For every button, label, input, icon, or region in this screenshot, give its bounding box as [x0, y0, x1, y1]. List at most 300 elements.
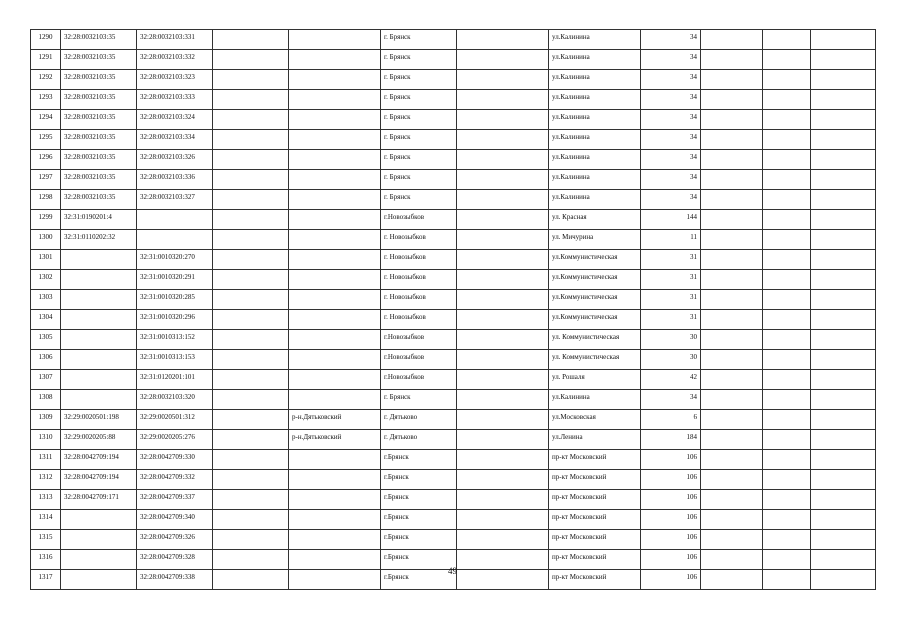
empty-cell	[457, 230, 549, 250]
empty-cell	[213, 430, 289, 450]
empty-cell	[457, 450, 549, 470]
house-number-cell: 34	[641, 110, 701, 130]
empty-cell	[213, 490, 289, 510]
table-row	[31, 130, 876, 150]
empty-cell	[701, 90, 763, 110]
street-cell: пр-кт Московский	[549, 450, 641, 470]
empty-cell	[763, 110, 811, 130]
table-row	[31, 310, 876, 330]
city-cell: г.Брянск	[381, 510, 457, 530]
page-number: 49	[448, 566, 457, 576]
empty-cell	[811, 250, 876, 270]
empty-cell	[701, 290, 763, 310]
city-cell: г.Новозыбков	[381, 330, 457, 350]
empty-cell	[457, 130, 549, 150]
row-number-cell: 1314	[31, 510, 61, 530]
house-number-cell: 34	[641, 90, 701, 110]
cadastral-number-cell	[61, 350, 137, 370]
object-cadastral-number-cell: 32:28:0042709:332	[137, 470, 213, 490]
empty-cell	[701, 410, 763, 430]
district-cell	[289, 170, 381, 190]
empty-cell	[213, 50, 289, 70]
district-cell	[289, 70, 381, 90]
object-cadastral-number-cell: 32:29:0020205:276	[137, 430, 213, 450]
empty-cell	[811, 70, 876, 90]
object-cadastral-number-cell: 32:31:0010320:270	[137, 250, 213, 270]
object-cadastral-number-cell: 32:31:0010313:152	[137, 330, 213, 350]
empty-cell	[763, 90, 811, 110]
empty-cell	[811, 410, 876, 430]
empty-cell	[811, 130, 876, 150]
empty-cell	[457, 190, 549, 210]
empty-cell	[213, 410, 289, 430]
table-row	[31, 230, 876, 250]
empty-cell	[457, 390, 549, 410]
district-cell	[289, 450, 381, 470]
city-cell: г. Новозыбков	[381, 230, 457, 250]
empty-cell	[457, 210, 549, 230]
empty-cell	[701, 190, 763, 210]
object-cadastral-number-cell: 32:28:0032103:326	[137, 150, 213, 170]
empty-cell	[763, 150, 811, 170]
house-number-cell: 31	[641, 310, 701, 330]
empty-cell	[701, 370, 763, 390]
cadastral-number-cell: 32:29:0020501:198	[61, 410, 137, 430]
empty-cell	[701, 450, 763, 470]
empty-cell	[213, 370, 289, 390]
city-cell: г. Брянск	[381, 110, 457, 130]
empty-cell	[213, 250, 289, 270]
empty-cell	[457, 250, 549, 270]
house-number-cell: 34	[641, 50, 701, 70]
street-cell: ул.Калинина	[549, 110, 641, 130]
row-number-cell: 1304	[31, 310, 61, 330]
district-cell: р-н.Дятьковский	[289, 410, 381, 430]
empty-cell	[701, 130, 763, 150]
house-number-cell: 106	[641, 510, 701, 530]
empty-cell	[213, 110, 289, 130]
house-number-cell: 42	[641, 370, 701, 390]
cadastral-number-cell: 32:29:0020205:88	[61, 430, 137, 450]
street-cell: ул. Красная	[549, 210, 641, 230]
row-number-cell: 1291	[31, 50, 61, 70]
empty-cell	[811, 290, 876, 310]
empty-cell	[701, 230, 763, 250]
street-cell: ул.Калинина	[549, 390, 641, 410]
empty-cell	[811, 210, 876, 230]
cadastral-number-cell	[61, 290, 137, 310]
table-row	[31, 490, 876, 510]
cadastral-number-cell	[61, 250, 137, 270]
empty-cell	[701, 30, 763, 50]
empty-cell	[701, 430, 763, 450]
house-number-cell: 34	[641, 130, 701, 150]
empty-cell	[457, 430, 549, 450]
empty-cell	[811, 350, 876, 370]
empty-cell	[213, 70, 289, 90]
table-row	[31, 290, 876, 310]
empty-cell	[457, 310, 549, 330]
empty-cell	[811, 270, 876, 290]
table-row	[31, 350, 876, 370]
cadastral-number-cell	[61, 310, 137, 330]
city-cell: г. Брянск	[381, 190, 457, 210]
row-number-cell: 1293	[31, 90, 61, 110]
empty-cell	[213, 90, 289, 110]
empty-cell	[457, 90, 549, 110]
cadastral-number-cell	[61, 330, 137, 350]
empty-cell	[457, 370, 549, 390]
empty-cell	[457, 330, 549, 350]
object-cadastral-number-cell	[137, 210, 213, 230]
city-cell: г.Новозыбков	[381, 370, 457, 390]
object-cadastral-number-cell: 32:31:0010320:291	[137, 270, 213, 290]
house-number-cell: 144	[641, 210, 701, 230]
object-cadastral-number-cell: 32:28:0042709:328	[137, 550, 213, 570]
city-cell: г. Дятьково	[381, 430, 457, 450]
street-cell: ул.Калинина	[549, 70, 641, 90]
cadastral-number-cell: 32:28:0032103:35	[61, 50, 137, 70]
cadastral-number-cell	[61, 530, 137, 550]
object-cadastral-number-cell: 32:28:0032103:336	[137, 170, 213, 190]
city-cell: г.Брянск	[381, 530, 457, 550]
row-number-cell: 1309	[31, 410, 61, 430]
empty-cell	[701, 270, 763, 290]
empty-cell	[811, 90, 876, 110]
empty-cell	[213, 170, 289, 190]
row-number-cell: 1296	[31, 150, 61, 170]
city-cell: г. Брянск	[381, 30, 457, 50]
empty-cell	[701, 110, 763, 130]
object-cadastral-number-cell: 32:28:0032103:324	[137, 110, 213, 130]
table-row	[31, 270, 876, 290]
street-cell: ул. Рошаля	[549, 370, 641, 390]
row-number-cell: 1302	[31, 270, 61, 290]
row-number-cell: 1298	[31, 190, 61, 210]
empty-cell	[763, 310, 811, 330]
empty-cell	[811, 490, 876, 510]
row-number-cell: 1310	[31, 430, 61, 450]
row-number-cell: 1297	[31, 170, 61, 190]
empty-cell	[213, 210, 289, 230]
street-cell: пр-кт Московский	[549, 510, 641, 530]
object-cadastral-number-cell: 32:29:0020501:312	[137, 410, 213, 430]
empty-cell	[457, 30, 549, 50]
empty-cell	[701, 310, 763, 330]
table-row	[31, 50, 876, 70]
empty-cell	[213, 350, 289, 370]
street-cell: пр-кт Московский	[549, 470, 641, 490]
row-number-cell: 1292	[31, 70, 61, 90]
house-number-cell: 31	[641, 290, 701, 310]
table-row	[31, 370, 876, 390]
house-number-cell: 34	[641, 390, 701, 410]
district-cell	[289, 370, 381, 390]
empty-cell	[213, 450, 289, 470]
cadastral-number-cell: 32:28:0032103:35	[61, 110, 137, 130]
empty-cell	[811, 50, 876, 70]
empty-cell	[811, 330, 876, 350]
district-cell: р-н.Дятьковский	[289, 430, 381, 450]
district-cell	[289, 190, 381, 210]
city-cell: г. Новозыбков	[381, 250, 457, 270]
cadastral-number-cell	[61, 270, 137, 290]
empty-cell	[811, 530, 876, 550]
city-cell: г. Новозыбков	[381, 270, 457, 290]
city-cell: г. Брянск	[381, 50, 457, 70]
empty-cell	[763, 30, 811, 50]
street-cell: ул.Московская	[549, 410, 641, 430]
object-cadastral-number-cell: 32:28:0032103:327	[137, 190, 213, 210]
empty-cell	[763, 470, 811, 490]
row-number-cell: 1315	[31, 530, 61, 550]
city-cell: г. Брянск	[381, 170, 457, 190]
district-cell	[289, 110, 381, 130]
empty-cell	[213, 390, 289, 410]
city-cell: г. Новозыбков	[381, 290, 457, 310]
empty-cell	[457, 410, 549, 430]
district-cell	[289, 230, 381, 250]
empty-cell	[213, 270, 289, 290]
city-cell: г. Дятьково	[381, 410, 457, 430]
table-row	[31, 70, 876, 90]
empty-cell	[213, 510, 289, 530]
empty-cell	[763, 50, 811, 70]
empty-cell	[213, 470, 289, 490]
empty-cell	[701, 510, 763, 530]
row-number-cell: 1317	[31, 570, 61, 590]
district-cell	[289, 130, 381, 150]
empty-cell	[457, 350, 549, 370]
row-number-cell: 1301	[31, 250, 61, 270]
city-cell: г.Брянск	[381, 490, 457, 510]
house-number-cell: 106	[641, 450, 701, 470]
object-cadastral-number-cell: 32:28:0032103:332	[137, 50, 213, 70]
house-number-cell: 31	[641, 250, 701, 270]
district-cell	[289, 310, 381, 330]
property-register-table	[30, 29, 876, 590]
district-cell	[289, 350, 381, 370]
empty-cell	[213, 190, 289, 210]
empty-cell	[457, 530, 549, 550]
house-number-cell: 6	[641, 410, 701, 430]
empty-cell	[701, 50, 763, 70]
cadastral-number-cell: 32:28:0032103:35	[61, 30, 137, 50]
empty-cell	[763, 370, 811, 390]
district-cell	[289, 290, 381, 310]
city-cell: г. Брянск	[381, 150, 457, 170]
cadastral-number-cell: 32:28:0032103:35	[61, 150, 137, 170]
empty-cell	[763, 450, 811, 470]
cadastral-number-cell: 32:31:0190201:4	[61, 210, 137, 230]
empty-cell	[457, 50, 549, 70]
cadastral-number-cell: 32:28:0032103:35	[61, 170, 137, 190]
empty-cell	[763, 130, 811, 150]
empty-cell	[213, 30, 289, 50]
object-cadastral-number-cell	[137, 230, 213, 250]
empty-cell	[811, 510, 876, 530]
table-row	[31, 430, 876, 450]
object-cadastral-number-cell: 32:28:0032103:334	[137, 130, 213, 150]
row-number-cell: 1305	[31, 330, 61, 350]
object-cadastral-number-cell: 32:28:0032103:320	[137, 390, 213, 410]
empty-cell	[457, 470, 549, 490]
street-cell: ул. Коммунистическая	[549, 330, 641, 350]
object-cadastral-number-cell: 32:31:0010313:153	[137, 350, 213, 370]
table-row	[31, 470, 876, 490]
street-cell: ул.Калинина	[549, 190, 641, 210]
empty-cell	[763, 430, 811, 450]
cadastral-number-cell	[61, 370, 137, 390]
table-row	[31, 530, 876, 550]
empty-cell	[763, 290, 811, 310]
house-number-cell: 34	[641, 150, 701, 170]
empty-cell	[213, 130, 289, 150]
empty-cell	[811, 150, 876, 170]
object-cadastral-number-cell: 32:28:0042709:340	[137, 510, 213, 530]
district-cell	[289, 390, 381, 410]
house-number-cell: 11	[641, 230, 701, 250]
empty-cell	[457, 150, 549, 170]
house-number-cell: 106	[641, 530, 701, 550]
object-cadastral-number-cell: 32:28:0032103:331	[137, 30, 213, 50]
table-row	[31, 110, 876, 130]
district-cell	[289, 510, 381, 530]
cadastral-number-cell: 32:31:0110202:32	[61, 230, 137, 250]
table-row	[31, 330, 876, 350]
district-cell	[289, 30, 381, 50]
street-cell: ул. Коммунистическая	[549, 350, 641, 370]
object-cadastral-number-cell: 32:28:0042709:338	[137, 570, 213, 590]
empty-cell	[763, 330, 811, 350]
city-cell: г. Брянск	[381, 390, 457, 410]
row-number-cell: 1294	[31, 110, 61, 130]
empty-cell	[763, 170, 811, 190]
row-number-cell: 1308	[31, 390, 61, 410]
house-number-cell: 106	[641, 490, 701, 510]
object-cadastral-number-cell: 32:31:0010320:296	[137, 310, 213, 330]
row-number-cell: 1295	[31, 130, 61, 150]
city-cell: г.Брянск	[381, 550, 457, 570]
row-number-cell: 1316	[31, 550, 61, 570]
street-cell: ул. Мичурина	[549, 230, 641, 250]
empty-cell	[811, 370, 876, 390]
street-cell: пр-кт Московский	[549, 490, 641, 510]
empty-cell	[701, 530, 763, 550]
house-number-cell: 106	[641, 550, 701, 570]
empty-cell	[457, 70, 549, 90]
district-cell	[289, 50, 381, 70]
city-cell: г.Брянск	[381, 470, 457, 490]
table-row	[31, 190, 876, 210]
empty-cell	[701, 150, 763, 170]
table-row	[31, 90, 876, 110]
row-number-cell: 1311	[31, 450, 61, 470]
object-cadastral-number-cell: 32:28:0042709:337	[137, 490, 213, 510]
row-number-cell: 1307	[31, 370, 61, 390]
cadastral-number-cell: 32:28:0042709:194	[61, 470, 137, 490]
row-number-cell: 1299	[31, 210, 61, 230]
district-cell	[289, 210, 381, 230]
district-cell	[289, 250, 381, 270]
table-body	[31, 30, 876, 590]
empty-cell	[213, 530, 289, 550]
empty-cell	[701, 170, 763, 190]
empty-cell	[763, 530, 811, 550]
empty-cell	[213, 330, 289, 350]
house-number-cell: 34	[641, 170, 701, 190]
object-cadastral-number-cell: 32:31:0120201:101	[137, 370, 213, 390]
empty-cell	[763, 350, 811, 370]
row-number-cell: 1306	[31, 350, 61, 370]
empty-cell	[763, 70, 811, 90]
empty-cell	[763, 410, 811, 430]
city-cell: г.Брянск	[381, 570, 457, 590]
table-row	[31, 410, 876, 430]
empty-cell	[457, 290, 549, 310]
empty-cell	[701, 210, 763, 230]
empty-cell	[457, 490, 549, 510]
street-cell: ул.Ленина	[549, 430, 641, 450]
table-row	[31, 30, 876, 50]
district-cell	[289, 90, 381, 110]
empty-cell	[213, 290, 289, 310]
cadastral-number-cell: 32:28:0032103:35	[61, 90, 137, 110]
table-row	[31, 390, 876, 410]
table-row	[31, 170, 876, 190]
empty-cell	[701, 250, 763, 270]
empty-cell	[811, 390, 876, 410]
street-cell: ул.Коммунистическая	[549, 250, 641, 270]
empty-cell	[763, 210, 811, 230]
row-number-cell: 1313	[31, 490, 61, 510]
row-number-cell: 1300	[31, 230, 61, 250]
district-cell	[289, 330, 381, 350]
empty-cell	[811, 30, 876, 50]
cadastral-number-cell: 32:28:0032103:35	[61, 190, 137, 210]
table-row	[31, 150, 876, 170]
house-number-cell: 106	[641, 470, 701, 490]
empty-cell	[811, 190, 876, 210]
empty-cell	[213, 310, 289, 330]
street-cell: пр-кт Московский	[549, 550, 641, 570]
city-cell: г. Брянск	[381, 70, 457, 90]
street-cell: ул.Коммунистическая	[549, 270, 641, 290]
empty-cell	[457, 170, 549, 190]
empty-cell	[457, 270, 549, 290]
district-cell	[289, 490, 381, 510]
empty-cell	[701, 330, 763, 350]
house-number-cell: 30	[641, 350, 701, 370]
empty-cell	[213, 230, 289, 250]
cadastral-number-cell: 32:28:0042709:194	[61, 450, 137, 470]
house-number-cell: 34	[641, 70, 701, 90]
street-cell: ул.Калинина	[549, 150, 641, 170]
street-cell: ул.Калинина	[549, 30, 641, 50]
table-row	[31, 450, 876, 470]
city-cell: г.Новозыбков	[381, 210, 457, 230]
city-cell: г. Брянск	[381, 130, 457, 150]
district-cell	[289, 470, 381, 490]
row-number-cell: 1312	[31, 470, 61, 490]
street-cell: ул.Калинина	[549, 170, 641, 190]
empty-cell	[763, 270, 811, 290]
cadastral-number-cell	[61, 390, 137, 410]
table-row	[31, 210, 876, 230]
row-number-cell: 1290	[31, 30, 61, 50]
document-table-container	[30, 29, 876, 590]
object-cadastral-number-cell: 32:28:0042709:330	[137, 450, 213, 470]
